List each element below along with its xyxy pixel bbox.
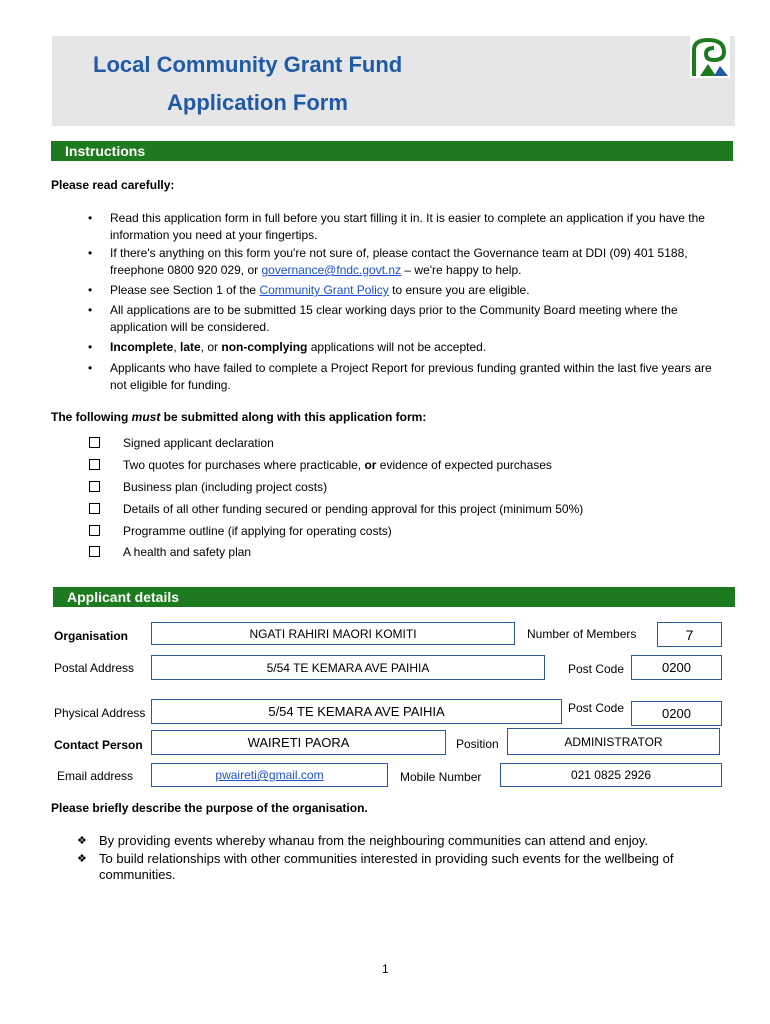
instruction-item-3-text: Please see Section 1 of the xyxy=(110,283,260,297)
physical-address-label: Physical Address xyxy=(54,706,146,720)
checkbox-business-plan[interactable] xyxy=(89,481,100,492)
diamond-bullet-icon: ❖ xyxy=(77,835,87,847)
instruction-item-2 xyxy=(110,245,720,279)
mobile-label: Mobile Number xyxy=(400,770,482,784)
checkbox-health-safety[interactable] xyxy=(89,546,100,557)
instruction-item-5 xyxy=(110,339,720,356)
physical-address-field[interactable]: 5/54 TE KEMARA AVE PAIHIA xyxy=(151,699,562,724)
mobile-field[interactable]: 021 0825 2926 xyxy=(500,763,722,787)
organisation-field[interactable]: NGATI RAHIRI MAORI KOMITI xyxy=(151,622,515,645)
email-link[interactable]: pwaireti@gmail.com xyxy=(215,768,324,782)
governance-email-link[interactable]: governance@fndc.govt.nz xyxy=(261,263,402,277)
postcode-2-label: Post Code xyxy=(568,701,625,715)
incomplete-text: Incomplete xyxy=(110,340,174,354)
checkbox-declaration[interactable] xyxy=(89,437,100,448)
checkbox-funding-details[interactable] xyxy=(89,503,100,514)
checklist-item-6: A health and safety plan xyxy=(123,545,252,559)
must-pre: The following xyxy=(51,410,132,424)
checklist-item-1: Signed applicant declaration xyxy=(123,436,274,450)
sep-2: , or xyxy=(200,340,222,354)
must-submit-heading xyxy=(51,410,426,424)
must-post: be submitted along with this application form: xyxy=(160,410,427,424)
purpose-heading: Please briefly describe the purpose of the organisation. xyxy=(51,801,368,815)
email-field[interactable] xyxy=(151,763,388,787)
members-field[interactable]: 7 xyxy=(657,622,722,647)
instructions-section-bar: Instructions xyxy=(51,141,733,161)
instruction-item-2-text: If there's anything on this form you're not sure of, please contact the Governance team at DDI (09) 401 5188, freephone 0800 920 029, or xyxy=(110,246,688,277)
checklist-or: or xyxy=(364,458,377,472)
form-title-line2: Application Form xyxy=(167,90,348,115)
instruction-item-1: • Read this application form in full before you start filling it in. It is easier to complete an application if you have the information you need at your fingertips. xyxy=(110,210,720,244)
must-word: must xyxy=(131,410,161,424)
community-grant-policy-link[interactable]: Community Grant Policy xyxy=(259,283,389,297)
sep-1: , xyxy=(173,340,181,354)
position-field[interactable]: ADMINISTRATOR xyxy=(507,728,720,755)
form-title-line1: Local Community Grant Fund xyxy=(93,52,403,77)
postal-address-label: Postal Address xyxy=(54,661,135,675)
non-complying-text: non-complying xyxy=(221,340,308,354)
instruction-item-4: • All applications are to be submitted 15 clear working days prior to the Community Board meeting where the application will be considered. xyxy=(110,302,720,336)
instruction-item-3 xyxy=(110,282,720,299)
postcode-1-field[interactable]: 0200 xyxy=(631,655,722,680)
contact-person-label: Contact Person xyxy=(54,738,143,752)
instruction-item-3-tail: to ensure you are eligible. xyxy=(388,283,530,297)
council-logo-icon xyxy=(690,36,730,78)
members-label: Number of Members xyxy=(527,627,637,641)
purpose-item-1: By providing events whereby whanau from the neighbouring communities can attend and enjoy. xyxy=(99,833,648,848)
checklist-item-5: Programme outline (if applying for operating costs) xyxy=(123,524,392,538)
header-band xyxy=(52,36,735,126)
organisation-label: Organisation xyxy=(54,629,129,643)
read-carefully-label: Please read carefully: xyxy=(51,178,175,192)
instruction-item-6: • Applicants who have failed to complete a Project Report for previous funding granted within the last five years are not eligible for funding. xyxy=(110,360,720,394)
diamond-bullet-icon: ❖ xyxy=(77,853,87,865)
instruction-item-5-tail: applications will not be accepted. xyxy=(307,340,487,354)
checklist-item-2-pre: Two quotes for purchases where practicable, xyxy=(123,458,365,472)
checkbox-programme[interactable] xyxy=(89,525,100,536)
email-label: Email address xyxy=(57,769,134,783)
applicant-section-bar: Applicant details xyxy=(53,587,735,607)
instruction-item-2-tail: – we're happy to help. xyxy=(401,263,522,277)
purpose-item-2: To build relationships with other communities interested in providing such events for the wellbeing of communities. xyxy=(99,851,674,882)
page-number: 1 xyxy=(382,962,389,976)
postcode-2-field[interactable]: 0200 xyxy=(631,701,722,726)
postcode-1-label: Post Code xyxy=(568,662,625,676)
contact-person-field[interactable]: WAIRETI PAORA xyxy=(151,730,446,755)
checklist-item-2-post: evidence of expected purchases xyxy=(376,458,552,472)
postal-address-field[interactable]: 5/54 TE KEMARA AVE PAIHIA xyxy=(151,655,545,680)
checklist-item-4: Details of all other funding secured or pending approval for this project (minimum 50%) xyxy=(123,502,584,516)
checklist-item-2 xyxy=(123,458,552,472)
late-text: late xyxy=(180,340,201,354)
checklist-item-3: Business plan (including project costs) xyxy=(123,480,328,494)
checkbox-quotes[interactable] xyxy=(89,459,100,470)
position-label: Position xyxy=(456,737,499,751)
